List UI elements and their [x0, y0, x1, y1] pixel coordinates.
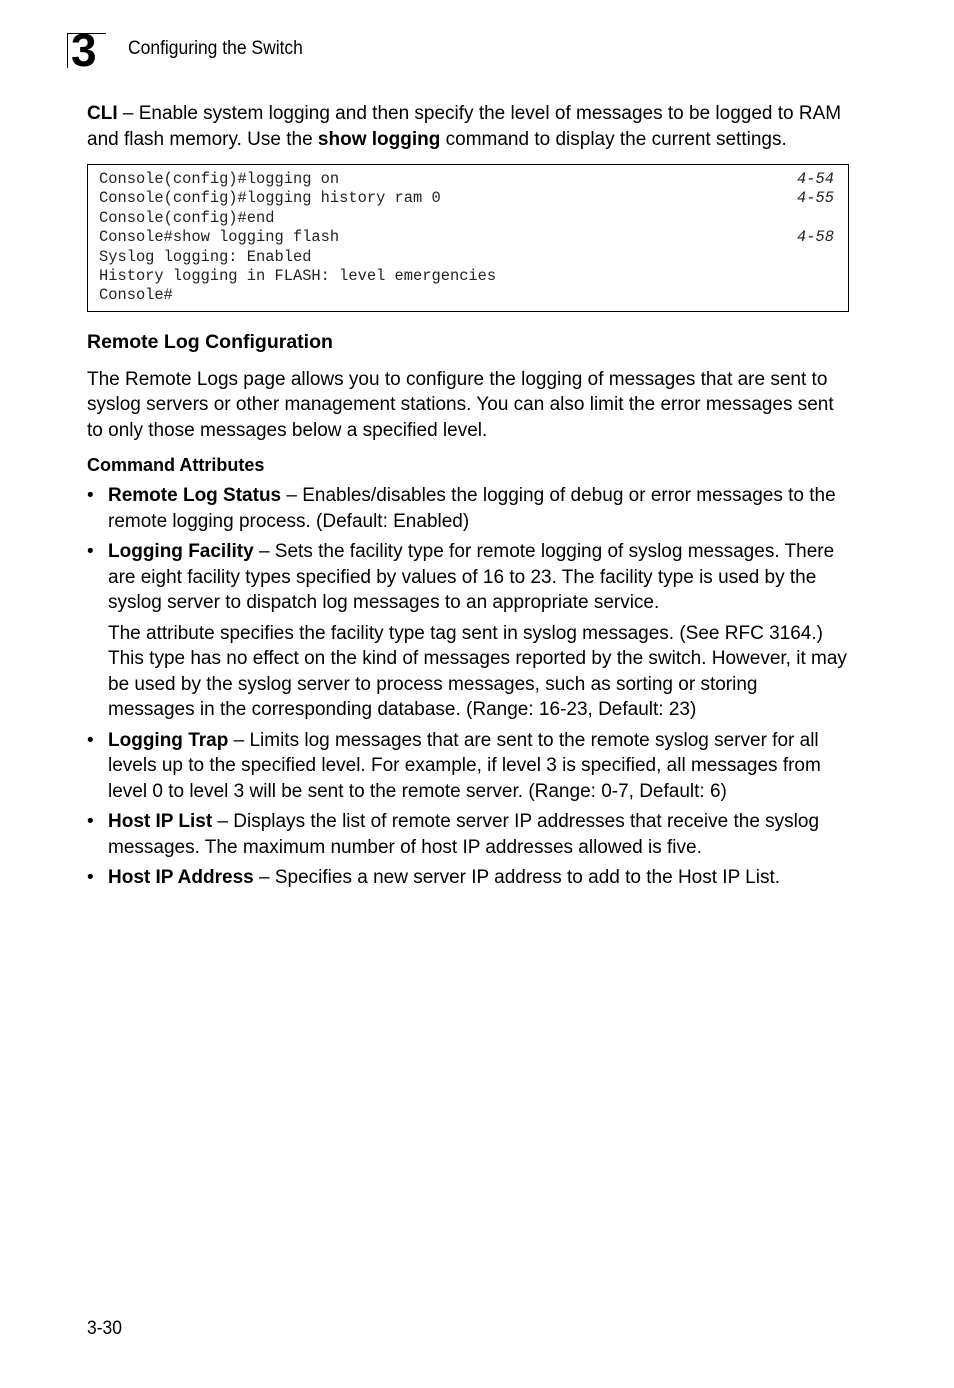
attribute-description: – Limits log messages that are sent to the remote syslog server for all levels up to the specified level. For example, if level 3 is specified, all messages from level 0 to level 3 will be sent to the remote server. (Range: 0-7, Default: 6) [108, 729, 821, 802]
attribute-term: Host IP List [108, 811, 213, 833]
attribute-term: Logging Trap [108, 729, 229, 751]
attribute-description: – Enables/disables the logging of debug or error messages to the remote logging process. (Default: Enabled) [108, 485, 836, 532]
page-content [87, 101, 849, 896]
code-command: Syslog logging: Enabled [99, 247, 312, 266]
code-command: Console#show logging flash [99, 228, 340, 247]
running-title: Configuring the Switch [128, 38, 303, 59]
list-item [87, 865, 849, 891]
code-reference: 4-54 [797, 170, 834, 188]
attribute-description: – Sets the facility type for remote logging of syslog messages. There are eight facility types specified by values of 16 to 23. The facility type is used by the syslog server to dispatch log messages to an appropriate service. [108, 541, 835, 614]
code-command: Console(config)#logging on [99, 170, 340, 188]
bullet: • [87, 811, 94, 833]
attributes-list [87, 483, 849, 891]
bullet: • [87, 541, 94, 563]
attribute-extra-paragraph: The attribute specifies the facility type tag sent in syslog messages. (See RFC 3164.) This type has no effect on the kind of messages reported by the switch. However, it may be used by the syslog server to process messages, such as sorting or storing messages in the corresponding database. (Range: 16-23, Default: 23) [108, 622, 847, 721]
attribute-description: – Displays the list of remote server IP addresses that receive the syslog messages. The maximum number of host IP addresses allowed is five. [108, 811, 820, 858]
cli-text-1: – Enable system logging and then specify the level of messages to be logged to RAM and flash memory. Use the [87, 103, 842, 150]
cli-text-2: command to display the current settings. [440, 128, 787, 150]
code-line [99, 209, 834, 228]
attribute-term: Logging Facility [108, 541, 254, 563]
chapter-number: 3 [71, 24, 97, 76]
show-logging-command: show logging [317, 128, 441, 150]
attribute-term: Host IP Address [108, 867, 254, 889]
code-line [99, 189, 834, 208]
list-item [87, 539, 849, 723]
list-item [87, 483, 849, 534]
code-line [99, 286, 834, 305]
bullet: • [87, 729, 94, 751]
cli-paragraph [87, 101, 849, 152]
attributes-heading: Command Attributes [87, 455, 265, 476]
code-line [99, 170, 834, 189]
code-reference: 4-58 [797, 228, 834, 247]
code-line [99, 228, 834, 247]
code-line [99, 267, 834, 286]
page-number: 3-30 [87, 1318, 122, 1339]
section-heading: Remote Log Configuration [87, 330, 333, 353]
code-command: Console(config)#end [99, 208, 275, 227]
attribute-description: – Specifies a new server IP address to add to the Host IP List. [253, 867, 781, 889]
list-item [87, 728, 849, 805]
list-item [87, 809, 849, 860]
code-command: Console# [99, 286, 173, 305]
bullet: • [87, 867, 94, 889]
code-reference: 4-55 [797, 189, 834, 208]
bullet: • [87, 485, 94, 507]
code-command: History logging in FLASH: level emergencies [99, 267, 497, 286]
cli-label: CLI [87, 103, 118, 124]
attribute-term: Remote Log Status [108, 485, 282, 507]
code-block [87, 164, 849, 312]
code-line [99, 248, 834, 267]
section-intro: The Remote Logs page allows you to configure the logging of messages that are sent to syslog servers or other management stations. You can also limit the error messages sent to only those messages below a specified level. [87, 368, 834, 441]
code-command: Console(config)#logging history ram 0 [99, 189, 441, 208]
